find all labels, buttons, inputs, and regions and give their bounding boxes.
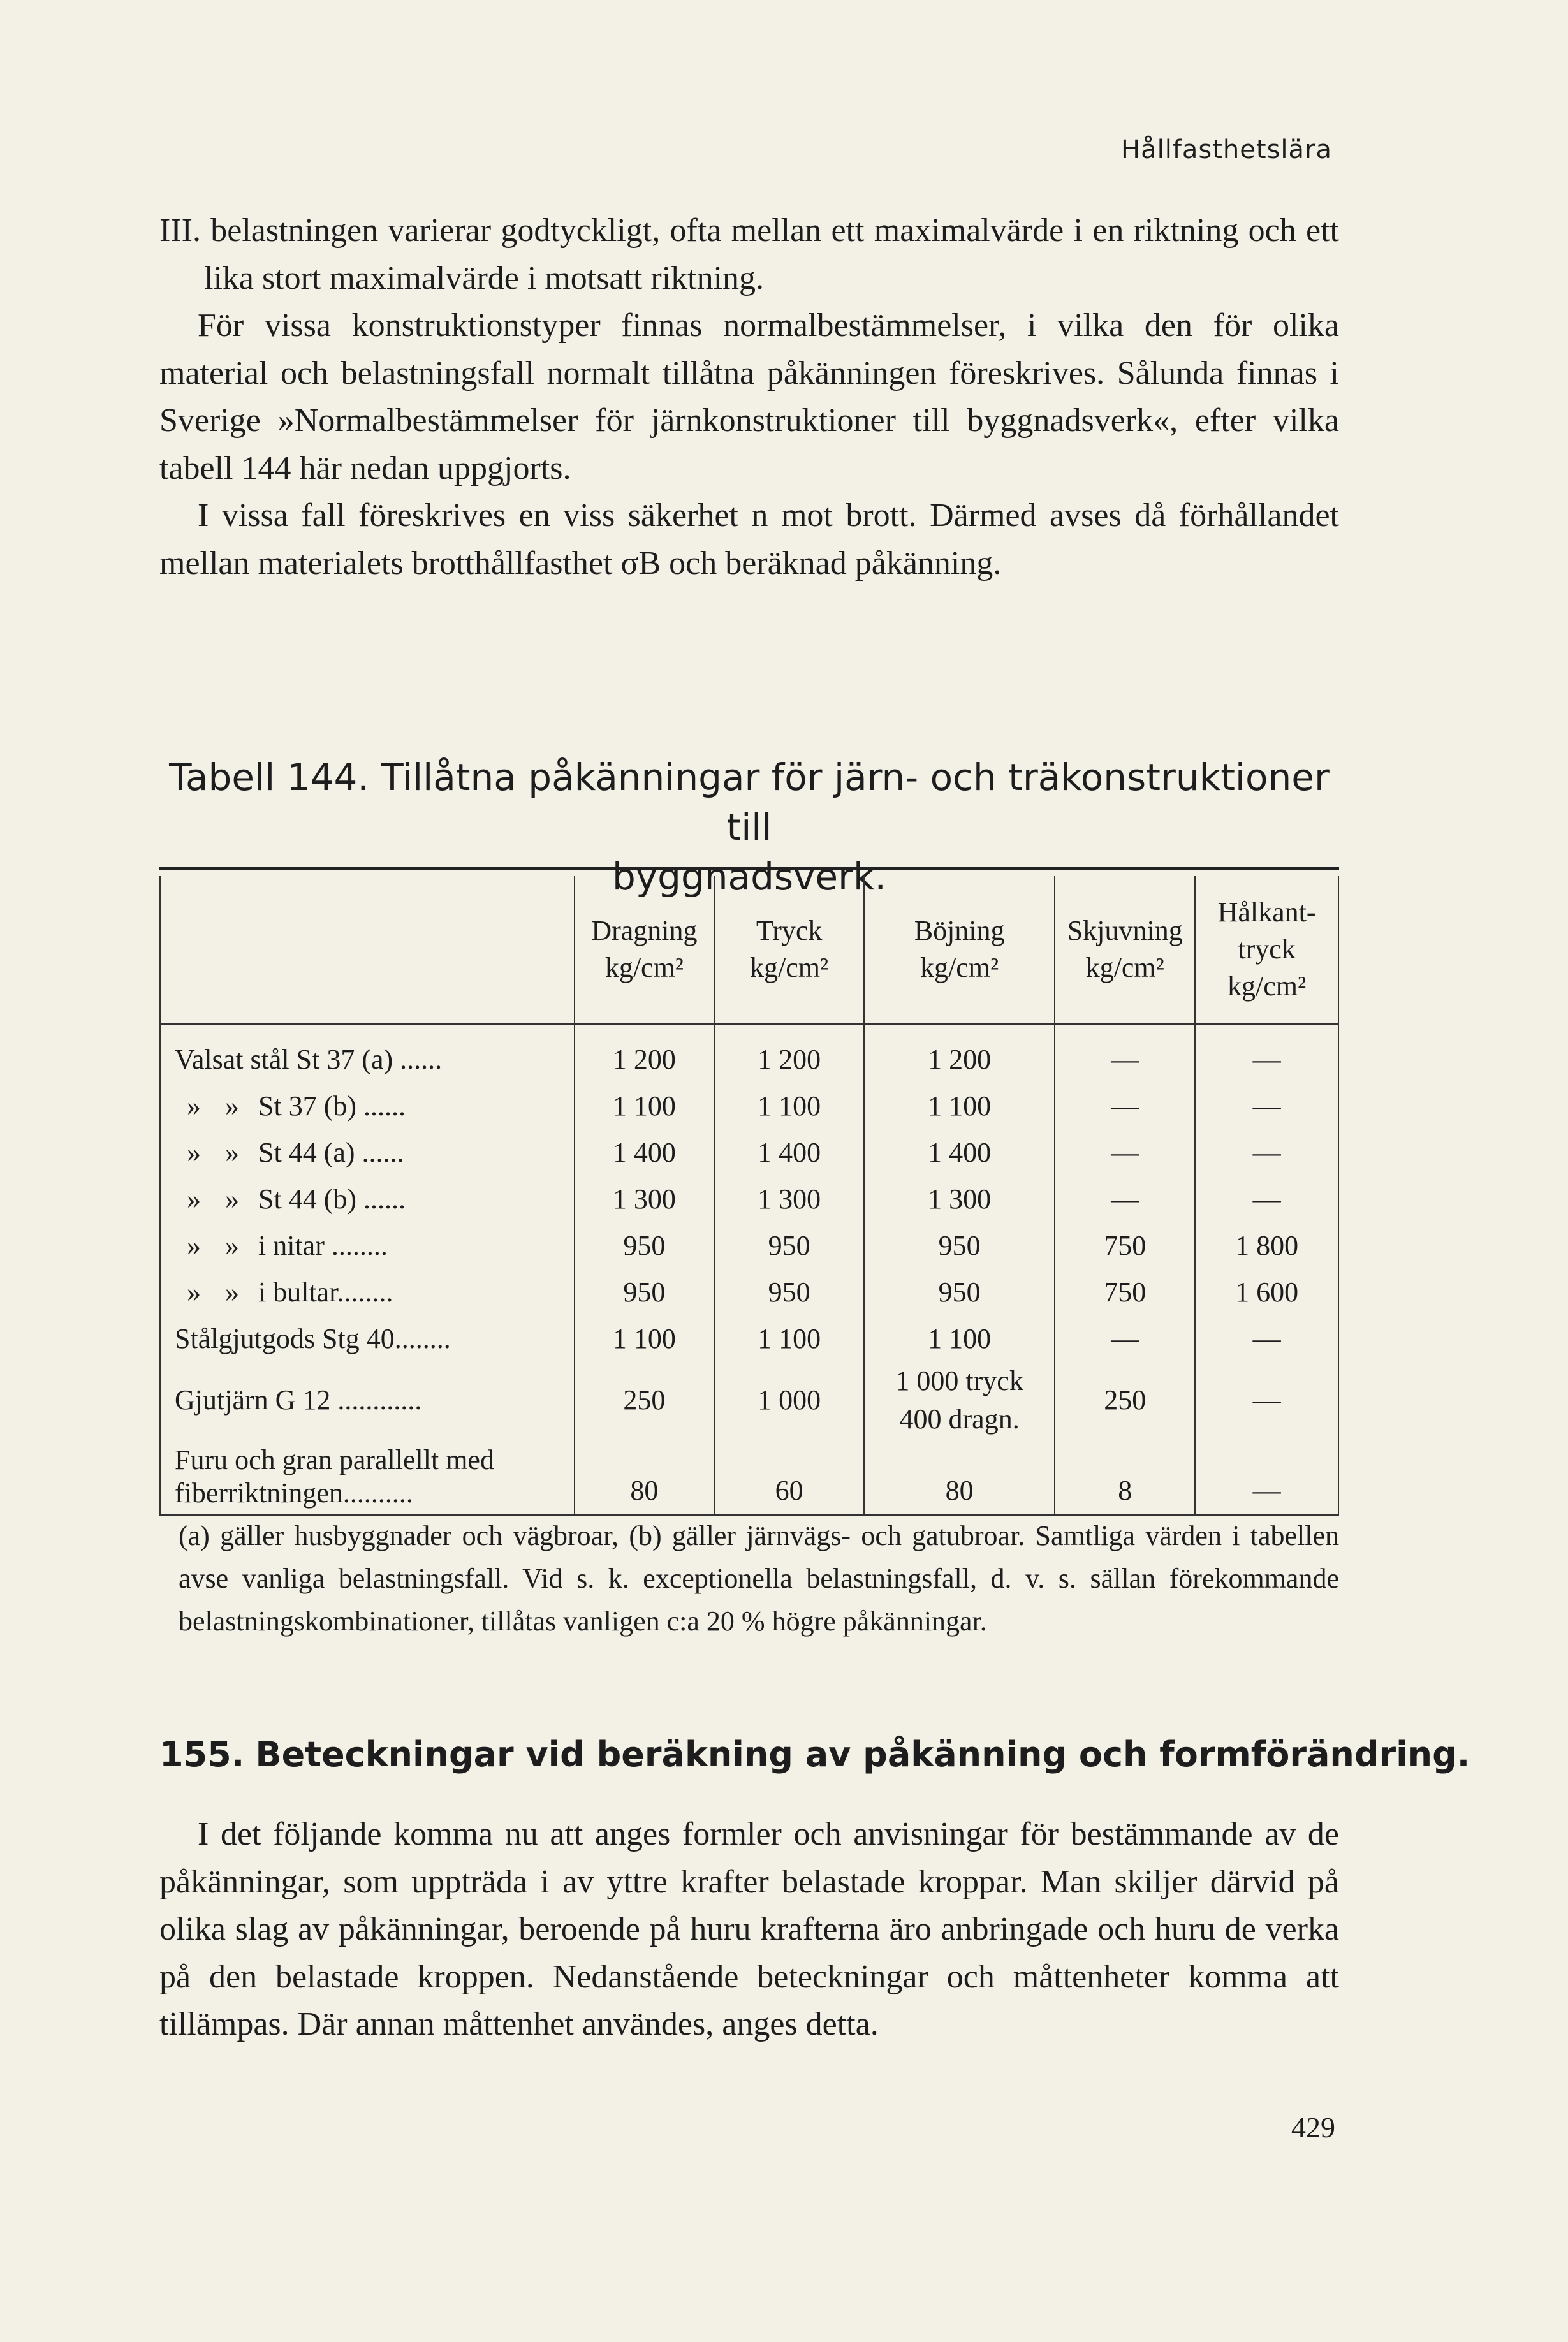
ditto-mark: » (225, 1276, 239, 1308)
ditto-mark: » (225, 1229, 239, 1261)
cell-skjuvning: — (1055, 1129, 1195, 1176)
section-title: Beteckningar vid beräkning av påkänning och formförändring. (255, 1734, 1470, 1775)
cell-dragning: 250 (575, 1362, 715, 1438)
table-caption-line-2: byggnadsverk. (612, 855, 886, 898)
cell-bojning: 80 (864, 1438, 1055, 1515)
row-label: » » St 37 (b) ...... (160, 1083, 575, 1129)
table-row (160, 1176, 1338, 1222)
section-body (159, 1811, 1339, 2049)
cell-skjuvning: — (1055, 1036, 1195, 1083)
section-number: 155. (159, 1734, 245, 1775)
ditto-mark: » (225, 1090, 239, 1122)
cell-dragning: 950 (575, 1269, 715, 1315)
cell-halkant: 1 600 (1195, 1269, 1338, 1315)
ditto-mark: » (225, 1183, 239, 1215)
cell-tryck: 60 (714, 1438, 864, 1515)
intro-text (159, 207, 1339, 587)
cell-bojning: 950 (864, 1269, 1055, 1315)
page-number: 429 (1291, 2111, 1335, 2144)
cell-dragning: 1 100 (575, 1083, 715, 1129)
section-paragraph: I det följande komma nu att anges formler och anvisningar för bestämmande av de påkänningar, som uppträda i av yttre krafter belastade kroppar. Man skiljer därvid på olika slag av påkänningar, beroende på huru krafterna äro anbringade och huru de verka på den belastade kroppen. Nedanstående beteckningar och måttenheter komma att tillämpas. Där annan måttenhet användes, anges detta. (159, 1816, 1339, 2042)
cell-bojning: 950 (864, 1222, 1055, 1269)
header-material (160, 876, 575, 1024)
cell-halkant: — (1195, 1176, 1338, 1222)
table-footnote: (a) gäller husbyggnader och vägbroar, (b) gäller järnvägs- och gatubroar. Samtliga värden i tabellen avse vanliga belastningsfall. Vid s. k. exceptionella belastningsfall, d. v. s. sällan förekommande belastningskombinationer, tillåtas vanligen c:a 20 % högre påkänningar. (179, 1520, 1339, 1637)
cell-bojning (864, 1362, 1055, 1438)
table-row (160, 1129, 1338, 1176)
table-row (160, 1315, 1338, 1362)
allowable-stress-table (159, 876, 1339, 1516)
cell-tryck: 1 300 (714, 1176, 864, 1222)
row-label: Furu och gran parallellt med fiberriktningen.......... (160, 1438, 575, 1515)
header-bojning: Böjning kg/cm² (864, 876, 1055, 1024)
table-top-rule (159, 867, 1339, 870)
table-row (160, 1222, 1338, 1269)
cell-skjuvning: — (1055, 1176, 1195, 1222)
header-dragning: Dragning kg/cm² (575, 876, 715, 1024)
cell-tryck: 1 400 (714, 1129, 864, 1176)
cell-dragning: 950 (575, 1222, 715, 1269)
cell-halkant: — (1195, 1438, 1338, 1515)
cell-bojning: 1 400 (864, 1129, 1055, 1176)
cell-tryck: 950 (714, 1222, 864, 1269)
row-label: » » i bultar........ (160, 1269, 575, 1315)
cell-dragning: 80 (575, 1438, 715, 1515)
normalbestammelser-paragraph: För vissa konstruktionstyper finnas normalbestämmelser, i vilka den för olika material och belastningsfall normalt tillåtna påkänningen föreskrives. Sålunda finnas i Sverige »Normalbestämmelser för järnkonstruktioner till byggnadsverk«, efter vilka tabell 144 här nedan uppgjorts. (159, 307, 1339, 487)
header-halkanttryck: Hålkant- tryck kg/cm² (1195, 876, 1338, 1024)
cell-dragning: 1 200 (575, 1036, 715, 1083)
cell-halkant: — (1195, 1129, 1338, 1176)
cell-skjuvning: — (1055, 1315, 1195, 1362)
cell-tryck: 1 100 (714, 1083, 864, 1129)
cell-bojning: 1 100 (864, 1315, 1055, 1362)
cell-skjuvning: 8 (1055, 1438, 1195, 1515)
item-iii-paragraph: III. belastningen varierar godtyckligt, ofta mellan ett maximalvärde i en riktning och ett lika stort maximalvärde i motsatt riktning. (159, 212, 1339, 296)
ditto-mark: » (187, 1276, 201, 1308)
ditto-mark: » (187, 1229, 201, 1261)
table-spacer-row (160, 1024, 1338, 1037)
header-tryck: Tryck kg/cm² (714, 876, 864, 1024)
row-label: » » St 44 (a) ...... (160, 1129, 575, 1176)
cell-bojning: 1 100 (864, 1083, 1055, 1129)
cell-dragning: 1 400 (575, 1129, 715, 1176)
running-head: Hållfasthetslära (1121, 135, 1332, 165)
ditto-mark: » (187, 1183, 201, 1215)
row-label: Valsat stål St 37 (a) ...... (160, 1036, 575, 1083)
stress-table-wrapper (159, 867, 1339, 1516)
row-label: Stålgjutgods Stg 40........ (160, 1315, 575, 1362)
cell-skjuvning: — (1055, 1083, 1195, 1129)
cell-bojning: 1 300 (864, 1176, 1055, 1222)
cell-halkant: — (1195, 1083, 1338, 1129)
cell-halkant: — (1195, 1362, 1338, 1438)
cell-bojning: 1 200 (864, 1036, 1055, 1083)
section-heading (159, 1734, 1470, 1775)
row-label: Gjutjärn G 12 ............ (160, 1362, 575, 1438)
row-label: » » i nitar ........ (160, 1222, 575, 1269)
cell-tryck: 1 100 (714, 1315, 864, 1362)
cell-halkant: 1 800 (1195, 1222, 1338, 1269)
cell-skjuvning: 750 (1055, 1269, 1195, 1315)
table-row (160, 1036, 1338, 1083)
cell-tryck: 1 200 (714, 1036, 864, 1083)
row-label: » » St 44 (b) ...... (160, 1176, 575, 1222)
cell-dragning: 1 300 (575, 1176, 715, 1222)
table-row (160, 1269, 1338, 1315)
sakerhet-paragraph: I vissa fall föreskrives en viss säkerhet n mot brott. Därmed avses då förhållandet mellan materialets brotthållfasthet σB och beräknad påkänning. (159, 497, 1339, 582)
table-row (160, 1438, 1338, 1515)
cell-dragning: 1 100 (575, 1315, 715, 1362)
table-row (160, 1083, 1338, 1129)
table-row (160, 1362, 1338, 1438)
cell-halkant: — (1195, 1315, 1338, 1362)
cell-skjuvning: 250 (1055, 1362, 1195, 1438)
bracketed-values: 1 000 tryck 400 dragn. (895, 1365, 1023, 1435)
table-caption-line-1: Tabell 144. Tillåtna påkänningar för järn- och träkonstruktioner till (169, 756, 1330, 849)
cell-tryck: 1 000 (714, 1362, 864, 1438)
ditto-mark: » (187, 1136, 201, 1168)
cell-halkant: — (1195, 1036, 1338, 1083)
table-header-row (160, 876, 1338, 1024)
cell-skjuvning: 750 (1055, 1222, 1195, 1269)
header-skjuvning: Skjuvning kg/cm² (1055, 876, 1195, 1024)
ditto-mark: » (225, 1136, 239, 1168)
cell-tryck: 950 (714, 1269, 864, 1315)
ditto-mark: » (187, 1090, 201, 1122)
